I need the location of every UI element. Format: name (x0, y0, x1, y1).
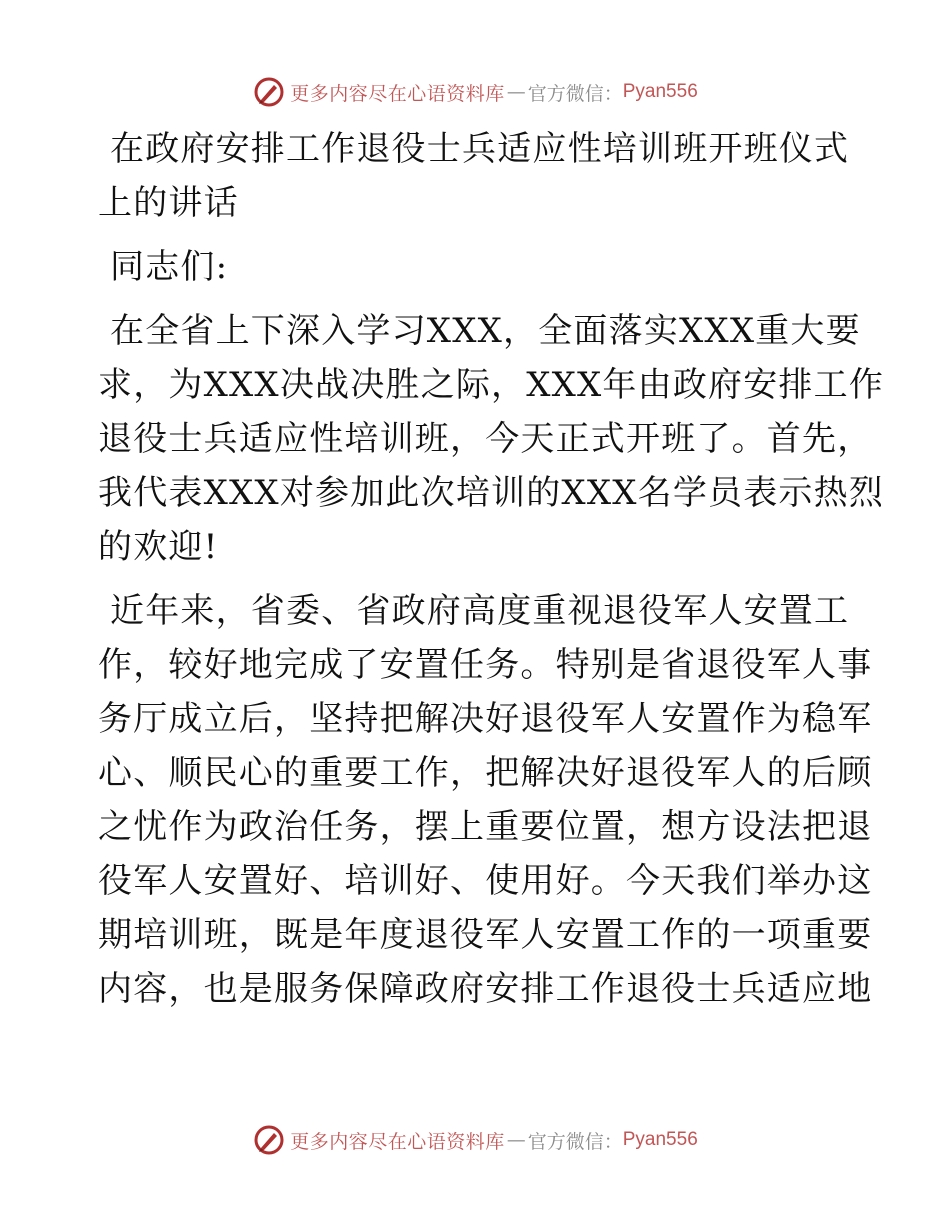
paragraph-line: 求，为XXX决战决胜之际，XXX年由政府安排工作 (98, 365, 885, 405)
watermark-site-name: 更多内容尽在心语资料库 (290, 82, 505, 105)
pen-logo-icon (252, 75, 286, 109)
paragraph-line: 我代表XXX对参加此次培训的XXX名学员表示热烈 (98, 473, 885, 513)
paragraph-line: 的欢迎! (98, 527, 219, 567)
watermark-separator: — (506, 1129, 526, 1151)
paragraph-line: 期培训班，既是年度退役军人安置工作的一项重要 (98, 915, 873, 955)
watermark-account: Pyan556 (622, 81, 698, 102)
document-body (98, 122, 885, 1026)
title-line: 上的讲话 (98, 183, 239, 223)
greeting-line: 同志们: (110, 247, 229, 287)
paragraph-line: 作，较好地完成了安置任务。特别是省退役军人事 (98, 645, 873, 685)
greeting (98, 240, 852, 294)
paragraph-line: 之忧作为政治任务，摆上重要位置，想方设法把退 (98, 807, 873, 847)
paragraph-1 (98, 304, 885, 574)
footer-watermark (0, 1120, 950, 1160)
paragraph-line: 退役士兵适应性培训班，今天正式开班了。首先， (98, 419, 873, 459)
watermark-official-label: 官方微信： (527, 82, 623, 105)
header-watermark (0, 72, 950, 112)
watermark-site-name: 更多内容尽在心语资料库 (290, 1130, 505, 1153)
watermark-official-label: 官方微信： (527, 1130, 623, 1153)
document-title (98, 122, 852, 230)
watermark-separator: — (506, 81, 526, 103)
paragraph-line: 在全省上下深入学习XXX，全面落实XXX重大要 (110, 311, 861, 351)
paragraph-line: 务厅成立后，坚持把解决好退役军人安置作为稳军 (98, 699, 873, 739)
title-line: 在政府安排工作退役士兵适应性培训班开班仪式 (110, 129, 850, 169)
pen-logo-icon (252, 1123, 286, 1157)
paragraph-line: 心、顺民心的重要工作，把解决好退役军人的后顾 (98, 753, 873, 793)
paragraph-2 (98, 584, 873, 1016)
paragraph-line: 内容，也是服务保障政府安排工作退役士兵适应地 (98, 969, 873, 1009)
paragraph-line: 役军人安置好、培训好、使用好。今天我们举办这 (98, 861, 873, 901)
paragraph-line: 近年来，省委、省政府高度重视退役军人安置工 (110, 591, 850, 631)
watermark-account: Pyan556 (622, 1129, 698, 1150)
